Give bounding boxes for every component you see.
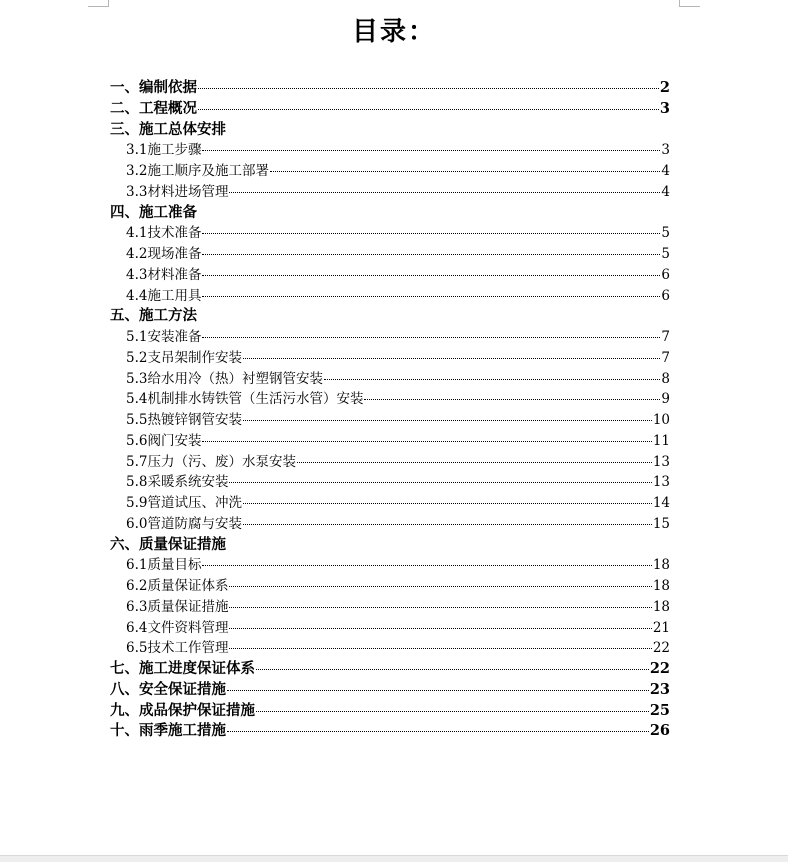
toc-page-number: 4 (661, 183, 670, 200)
toc-entry-number: 4.3 (126, 266, 148, 283)
toc-dot-leader (243, 524, 652, 525)
toc-dot-leader (364, 399, 660, 400)
toc-entry-title: 施工顺序及施工部署 (147, 163, 269, 179)
toc-entry-title: 材料进场管理 (147, 183, 229, 200)
toc-entry-number: 十、 (110, 722, 139, 740)
toc-entry-number: 一、 (110, 79, 139, 96)
toc-page-number: 10 (652, 412, 670, 428)
toc-entry-title: 雨季施工措施 (139, 722, 226, 740)
toc-entry-number: 4.4 (126, 287, 148, 304)
toc-entry-number: 四、 (110, 203, 139, 221)
toc-entry-section[interactable] (110, 140, 670, 161)
toc-entry-chapter[interactable] (110, 306, 670, 327)
toc-entry-number: 3.3 (126, 183, 148, 200)
toc-entry-title: 施工方法 (139, 307, 197, 325)
toc-dot-leader (229, 192, 660, 193)
toc-page-number: 22 (652, 640, 670, 657)
toc-entry-title: 质量保证体系 (147, 578, 229, 594)
toc-dot-leader (324, 379, 660, 380)
toc-page-number: 6 (661, 287, 670, 304)
toc-entry-section[interactable] (110, 452, 670, 473)
toc-page-number: 18 (652, 578, 670, 594)
toc-entry-number: 三、 (110, 120, 139, 138)
toc-page-number: 15 (652, 515, 670, 532)
toc-entry-chapter[interactable] (110, 535, 670, 556)
toc-entry-number: 6.0 (126, 515, 148, 532)
toc-page-number: 4 (661, 163, 670, 179)
toc-entry-title: 管道防腐与安装 (147, 515, 242, 532)
toc-entry-section[interactable] (110, 597, 670, 618)
toc-entry-title: 成品保护保证措施 (139, 701, 255, 719)
toc-dot-leader (270, 171, 660, 172)
toc-entry-chapter[interactable] (110, 203, 670, 224)
toc-entry-number: 九、 (110, 701, 139, 719)
toc-dot-leader (227, 731, 649, 732)
toc-page-number: 23 (649, 680, 670, 698)
toc-dot-leader (243, 420, 652, 421)
toc-dot-leader (202, 275, 660, 276)
toc-dot-leader (202, 296, 660, 297)
toc-entry-number: 5.2 (126, 349, 148, 366)
toc-entry-chapter[interactable] (110, 701, 670, 722)
toc-dot-leader (229, 586, 651, 587)
toc-entry-number: 6.2 (126, 578, 148, 594)
toc-dot-leader (243, 358, 660, 359)
toc-entry-title: 采暖系统安装 (147, 474, 229, 491)
toc-page-number: 21 (652, 619, 670, 636)
toc-entry-number: 六、 (110, 535, 139, 553)
toc-entry-number: 4.2 (126, 246, 148, 262)
toc-dot-leader (202, 233, 660, 234)
toc-entry-section[interactable] (110, 286, 670, 307)
toc-title: 目录： (351, 17, 436, 47)
toc-entry-chapter[interactable] (110, 680, 670, 701)
toc-entry-section[interactable] (110, 618, 670, 639)
toc-entry-title: 材料准备 (147, 266, 202, 283)
toc-entry-number: 5.7 (126, 453, 148, 470)
toc-page-number: 2 (659, 79, 670, 96)
toc-entry-number: 6.1 (126, 557, 148, 574)
toc-page-number: 18 (652, 598, 670, 615)
toc-entry-section[interactable] (110, 223, 670, 244)
toc-page-number: 14 (652, 495, 670, 511)
toc-entry-chapter[interactable] (110, 99, 670, 120)
page-corner-mark-right (679, 0, 700, 7)
toc-entry-chapter[interactable] (110, 721, 670, 742)
toc-entry-number: 3.1 (126, 142, 148, 159)
toc-entry-section[interactable] (110, 327, 670, 348)
toc-entry-title: 现场准备 (147, 246, 202, 262)
toc-entry-title: 给水用冷（热）衬塑钢管安装 (147, 370, 323, 387)
toc-entry-section[interactable] (110, 389, 670, 410)
toc-page-number: 7 (661, 349, 670, 366)
toc-entry-section[interactable] (110, 265, 670, 286)
toc-dot-leader (229, 607, 651, 608)
toc-entry-number: 二、 (110, 99, 139, 117)
toc-dot-leader (256, 669, 649, 670)
toc-entry-number: 八、 (110, 680, 139, 698)
toc-entry-section[interactable] (110, 472, 670, 493)
toc-entry-section[interactable] (110, 161, 670, 182)
toc-entry-number: 5.8 (126, 474, 148, 491)
toc-dot-leader (202, 150, 660, 151)
toc-page-number: 5 (661, 225, 670, 242)
toc-entry-title: 热镀锌钢管安装 (147, 412, 242, 428)
toc-dot-leader (243, 503, 652, 504)
toc-dot-leader (202, 565, 651, 566)
toc-entry-title: 施工步骤 (147, 142, 202, 159)
toc-entry-number: 4.1 (126, 225, 148, 242)
toc-entry-section[interactable] (110, 431, 670, 452)
toc-page-number: 3 (661, 142, 670, 159)
toc-page-number: 13 (652, 453, 670, 470)
toc-entry-title: 施工进度保证体系 (139, 660, 255, 677)
toc-page-number: 26 (649, 722, 670, 740)
toc-entry-title: 施工准备 (139, 203, 197, 221)
toc-entry-number: 5.9 (126, 495, 148, 511)
toc-dot-leader (297, 462, 652, 463)
toc-entry-title: 工程概况 (139, 99, 197, 117)
toc-entry-title: 质量保证措施 (139, 535, 226, 553)
toc-page-number: 18 (652, 557, 670, 574)
toc-dot-leader (229, 482, 651, 483)
toc-entry-title: 管道试压、冲洗 (147, 495, 242, 511)
page-corner-mark-left (88, 0, 109, 7)
toc-page-number: 7 (661, 329, 670, 345)
toc-entry-number: 3.2 (126, 163, 148, 179)
toc-entry-number: 5.1 (126, 329, 148, 345)
toc-page-number: 13 (652, 474, 670, 491)
toc-entry-number: 6.3 (126, 598, 148, 615)
toc-entry-chapter[interactable] (110, 78, 670, 99)
toc-dot-leader (202, 337, 660, 338)
toc-dot-leader (202, 441, 651, 442)
toc-page-number: 3 (659, 99, 670, 117)
toc-entry-chapter[interactable] (110, 120, 670, 141)
toc-entry-section[interactable] (110, 369, 670, 390)
toc-entry-title: 施工总体安排 (139, 120, 226, 138)
toc-entry-section[interactable] (110, 638, 670, 659)
toc-entry-section[interactable] (110, 555, 670, 576)
toc-entry-section[interactable] (110, 576, 670, 597)
toc-entry-title: 文件资料管理 (147, 619, 229, 636)
toc-page-number: 22 (649, 660, 670, 677)
toc-entry-number: 6.5 (126, 640, 148, 657)
toc-page-number: 6 (661, 266, 670, 283)
toc-entry-number: 5.6 (126, 432, 148, 449)
toc-entry-section[interactable] (110, 182, 670, 203)
toc-entry-title: 支吊架制作安装 (147, 349, 242, 366)
toc-entry-title: 阀门安装 (147, 432, 202, 449)
toc-dot-leader (202, 254, 660, 255)
toc-page-number: 25 (649, 701, 670, 719)
toc-entry-title: 技术工作管理 (147, 640, 229, 657)
toc-entry-number: 五、 (110, 307, 139, 325)
toc-page-number: 5 (661, 246, 670, 262)
toc-entry-number: 5.4 (126, 391, 148, 408)
toc-entry-title: 编制依据 (139, 79, 197, 96)
toc-entry-number: 6.4 (126, 619, 148, 636)
toc-entry-number: 七、 (110, 660, 139, 677)
toc-page-number: 9 (661, 391, 670, 408)
toc-entry-section[interactable] (110, 244, 670, 265)
toc-entry-title: 技术准备 (147, 225, 202, 242)
toc-dot-leader (198, 109, 659, 110)
toc-entry-section[interactable] (110, 348, 670, 369)
toc-entry-title: 安装准备 (147, 329, 202, 345)
toc-entry-title: 压力（污、废）水泵安装 (147, 453, 296, 470)
toc-entry-title: 机制排水铸铁管（生活污水管）安装 (147, 391, 364, 408)
toc-entry-chapter[interactable] (110, 659, 670, 680)
toc-dot-leader (198, 88, 659, 89)
toc-entry-section[interactable] (110, 493, 670, 514)
toc-entry-title: 施工用具 (147, 287, 202, 304)
toc-entry-section[interactable] (110, 410, 670, 431)
toc-dot-leader (227, 690, 649, 691)
table-of-contents (110, 78, 670, 742)
toc-page-number: 11 (652, 432, 670, 449)
toc-dot-leader (229, 628, 651, 629)
toc-entry-title: 质量保证措施 (147, 598, 229, 615)
toc-entry-title: 安全保证措施 (139, 680, 226, 698)
toc-entry-section[interactable] (110, 514, 670, 535)
toc-entry-title: 质量目标 (147, 557, 202, 574)
toc-dot-leader (256, 711, 649, 712)
toc-entry-number: 5.5 (126, 412, 148, 428)
toc-dot-leader (229, 648, 651, 649)
toc-page-number: 8 (661, 370, 670, 387)
toc-entry-number: 5.3 (126, 370, 148, 387)
